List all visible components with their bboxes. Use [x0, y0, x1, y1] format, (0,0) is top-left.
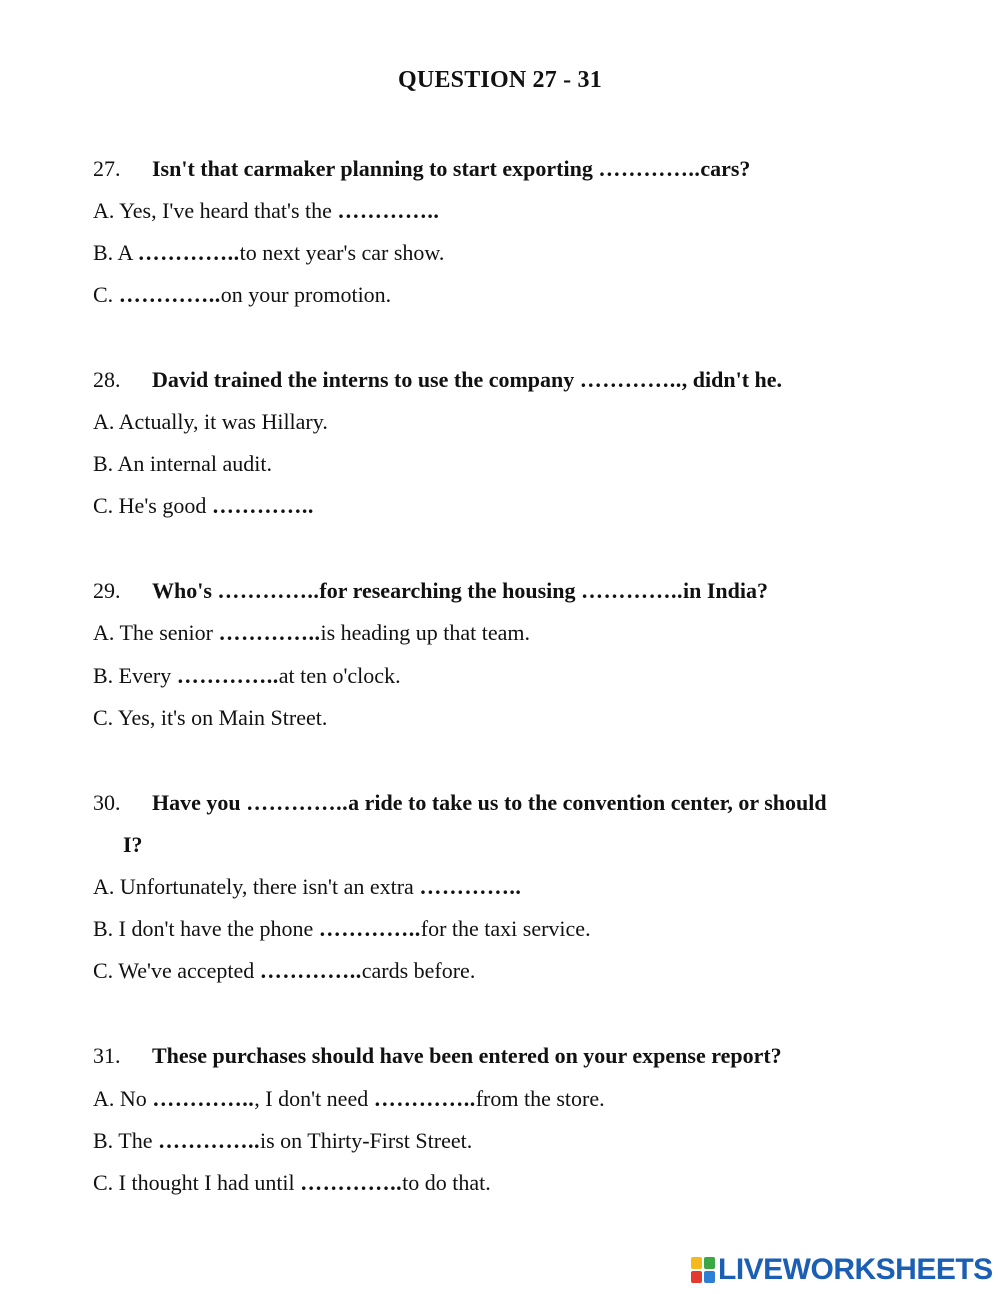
- question-30-continuation: I?: [123, 832, 143, 857]
- blank-field[interactable]: …………..: [218, 620, 321, 645]
- option-28c: C. He's good …………..: [93, 493, 314, 518]
- blank-field[interactable]: …………..: [579, 367, 682, 392]
- blank-field[interactable]: …………..: [373, 1086, 476, 1111]
- option-31c: C. I thought I had until …………..to do that.: [93, 1170, 491, 1195]
- blank-field[interactable]: …………..: [152, 1086, 255, 1111]
- blank-field[interactable]: …………..: [176, 663, 279, 688]
- blank-field[interactable]: …………..: [118, 282, 221, 307]
- option-28b: B. An internal audit.: [93, 451, 273, 476]
- question-text: Who's …………..for researching the housing …………..in India?: [152, 578, 768, 603]
- question-text: Have you …………..a ride to take us to the convention center, or should: [152, 790, 827, 815]
- option-30c: C. We've accepted …………..cards before.: [93, 958, 476, 983]
- blank-field[interactable]: …………..: [318, 916, 421, 941]
- question-number: 31.: [93, 1043, 121, 1068]
- question-text: These purchases should have been entered on your expense report?: [152, 1043, 782, 1068]
- question-number: 27.: [93, 156, 121, 181]
- question-number: 30.: [93, 790, 121, 815]
- option-31b: B. The …………..is on Thirty-First Street.: [93, 1128, 473, 1153]
- option-29c: C. Yes, it's on Main Street.: [93, 705, 328, 730]
- liveworksheets-logo-icon: [691, 1257, 715, 1283]
- question-text: David trained the interns to use the company ………….., didn't he.: [152, 367, 783, 392]
- question-text: Isn't that carmaker planning to start exporting …………..cars?: [152, 156, 751, 181]
- blank-field[interactable]: …………..: [598, 156, 701, 181]
- option-27c: C. …………..on your promotion.: [93, 282, 392, 307]
- blank-field[interactable]: …………..: [157, 1128, 260, 1153]
- question-30: [93, 789, 827, 817]
- question-number: 29.: [93, 578, 121, 603]
- liveworksheets-logo[interactable]: [691, 1255, 993, 1285]
- logo-text: LIVEWORKSHEETS: [718, 1253, 993, 1286]
- option-31a: A. No ………….., I don't need …………..from the store.: [93, 1086, 605, 1111]
- blank-field[interactable]: …………..: [581, 578, 683, 603]
- option-30b: B. I don't have the phone …………..for the taxi service.: [93, 916, 591, 941]
- question-27: [93, 155, 750, 183]
- option-28a: A. Actually, it was Hillary.: [93, 409, 328, 434]
- blank-field[interactable]: …………..: [300, 1170, 403, 1195]
- option-27a: A. Yes, I've heard that's the …………..: [93, 198, 440, 223]
- question-number: 28.: [93, 367, 121, 392]
- page-title: QUESTION 27 - 31: [398, 67, 602, 93]
- question-29: [93, 577, 768, 605]
- option-30a: A. Unfortunately, there isn't an extra …………..: [93, 874, 522, 899]
- blank-field[interactable]: …………..: [137, 240, 240, 265]
- blank-field[interactable]: …………..: [217, 578, 320, 603]
- question-28: [93, 366, 782, 394]
- blank-field[interactable]: …………..: [259, 958, 362, 983]
- option-27b: B. A …………..to next year's car show.: [93, 240, 445, 265]
- blank-field[interactable]: …………..: [211, 493, 314, 518]
- option-29a: A. The senior …………..is heading up that team.: [93, 620, 531, 645]
- blank-field[interactable]: …………..: [419, 874, 522, 899]
- blank-field[interactable]: …………..: [337, 198, 440, 223]
- option-29b: B. Every …………..at ten o'clock.: [93, 663, 401, 688]
- question-31: [93, 1042, 782, 1070]
- blank-field[interactable]: …………..: [246, 790, 349, 815]
